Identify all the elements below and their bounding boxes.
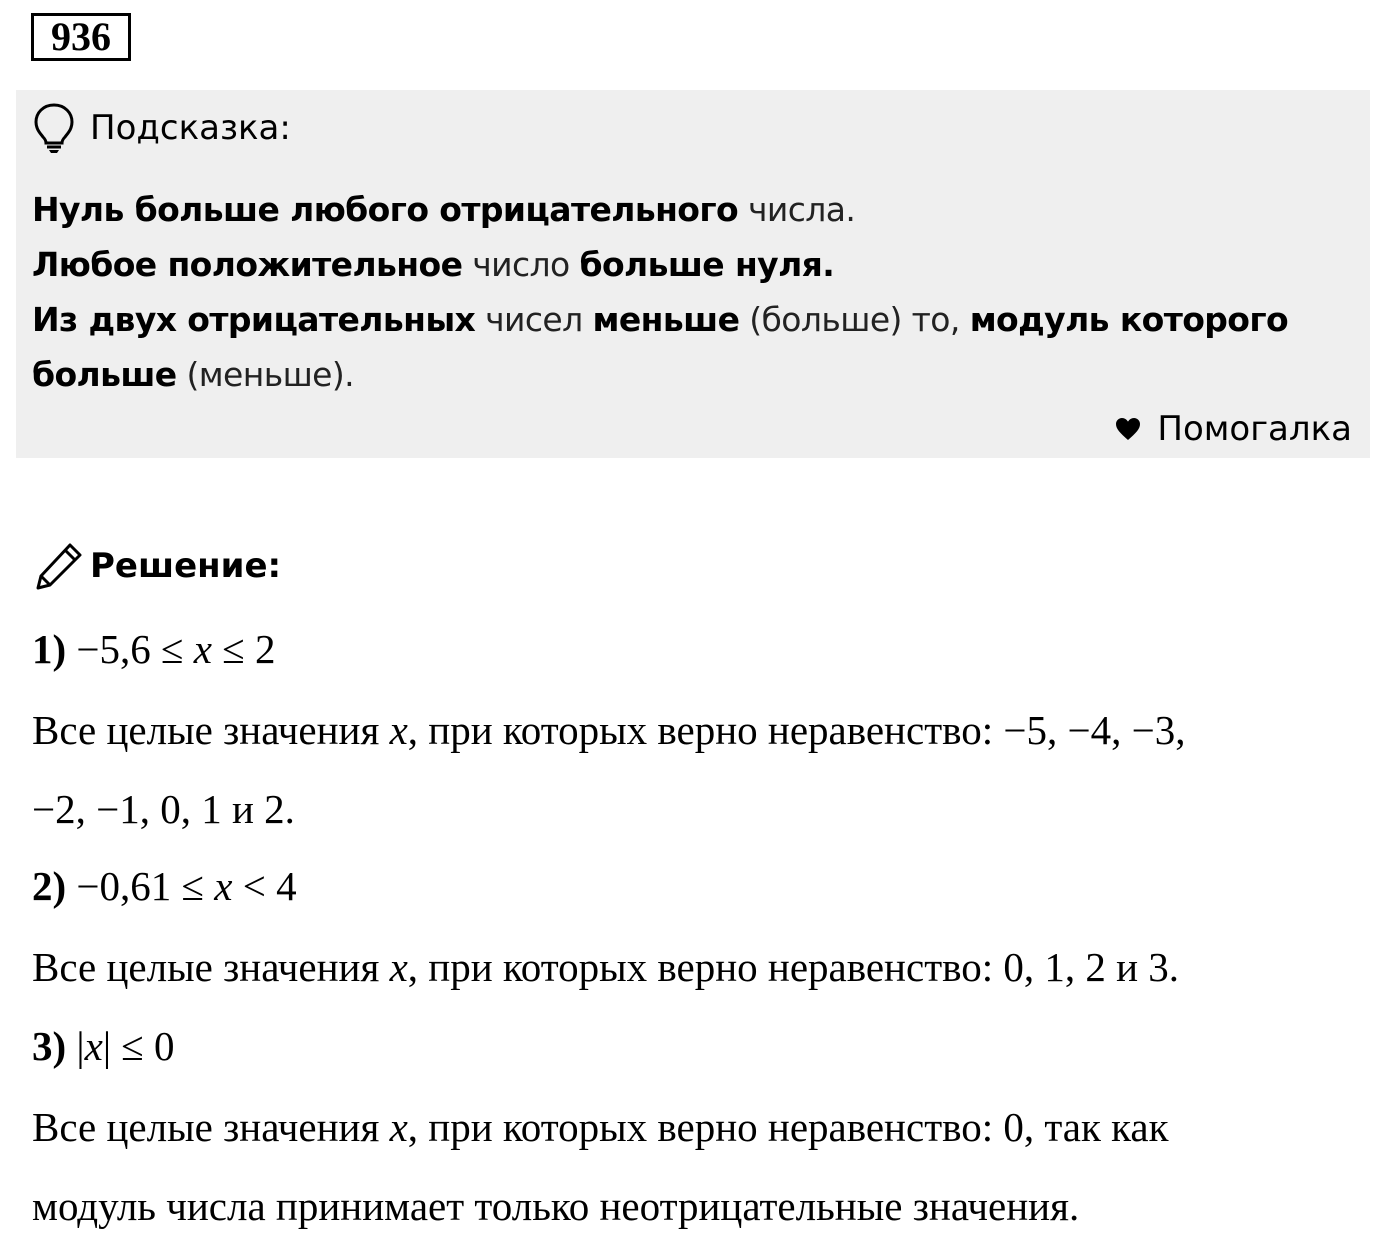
hint-title: Подсказка: <box>90 108 291 148</box>
item-1-expr-pre: −5,6 ≤ <box>66 626 194 672</box>
item-2-number: 2) <box>32 863 67 909</box>
hint-line-4 <box>32 347 1352 402</box>
solution-item-1-text-1 <box>32 705 1185 755</box>
solution-item-2-text <box>32 942 1179 992</box>
hint-line-2 <box>32 237 1352 292</box>
item-3-expr-post: | ≤ 0 <box>102 1023 175 1069</box>
item-1-number: 1) <box>32 626 67 672</box>
solution-header <box>34 540 281 592</box>
hint-line-1 <box>32 182 1352 237</box>
hint-line-3-normal-b: (больше) то, <box>739 300 970 339</box>
hint-line-2-bold-a: Любое положительное <box>32 245 463 284</box>
credit-label: Помогалка <box>1157 409 1352 449</box>
solution-item-2-expression <box>32 861 297 911</box>
hint-line-4-normal: (меньше). <box>176 355 355 394</box>
item-2-text-var: x <box>389 944 408 990</box>
item-3-expr-pre: | <box>66 1023 85 1069</box>
item-2-expr-pre: −0,61 ≤ <box>66 863 215 909</box>
hint-line-3-normal-a: чисел <box>475 300 593 339</box>
item-1-text-1-post: , при которых верно неравенство: −5, −4, −3, <box>407 707 1186 753</box>
hint-line-1-normal: числа. <box>738 190 856 229</box>
item-2-text-pre: Все целые значения <box>32 944 390 990</box>
item-1-text-1-var: x <box>389 707 408 753</box>
credit <box>1115 406 1352 452</box>
hint-box <box>16 90 1370 458</box>
item-3-text-1-post: , при которых верно неравенство: 0, так как <box>407 1104 1169 1150</box>
solution-item-1-text-2: −2, −1, 0, 1 и 2. <box>32 786 295 832</box>
hint-line-3-bold-c: модуль которого <box>969 300 1289 339</box>
solution-item-3-text-2: модуль числа принимает только неотрицательные значения. <box>32 1183 1080 1229</box>
hint-line-4-bold: больше <box>32 355 177 394</box>
hint-text <box>32 182 1352 402</box>
hint-line-3 <box>32 292 1352 347</box>
item-1-expr-post: ≤ 2 <box>211 626 276 672</box>
item-2-text-post: , при которых верно неравенство: 0, 1, 2 и 3. <box>407 944 1180 990</box>
solution-item-1-expression <box>32 624 276 674</box>
hint-line-2-normal: число <box>462 245 580 284</box>
item-1-var: x <box>193 626 212 672</box>
problem-number: 936 <box>31 13 131 61</box>
item-3-text-1-var: x <box>389 1104 408 1150</box>
lightbulb-icon <box>32 102 76 154</box>
solution-item-3-text-1 <box>32 1102 1169 1152</box>
item-3-number: 3) <box>32 1023 67 1069</box>
item-2-var: x <box>214 863 233 909</box>
hint-line-1-bold: Нуль больше любого отрицательного <box>32 190 739 229</box>
item-1-text-1-pre: Все целые значения <box>32 707 390 753</box>
hint-header <box>32 106 291 150</box>
heart-icon <box>1115 417 1141 441</box>
hint-line-3-bold-b: меньше <box>592 300 740 339</box>
hint-line-2-bold-b: больше нуля. <box>579 245 835 284</box>
item-3-var: x <box>84 1023 103 1069</box>
hint-line-3-bold-a: Из двух отрицательных <box>32 300 476 339</box>
solution-item-3-expression <box>32 1021 175 1071</box>
pencil-icon <box>34 541 84 591</box>
solution-title: Решение: <box>90 546 282 586</box>
item-3-text-1-pre: Все целые значения <box>32 1104 390 1150</box>
item-2-expr-post: < 4 <box>232 863 297 909</box>
